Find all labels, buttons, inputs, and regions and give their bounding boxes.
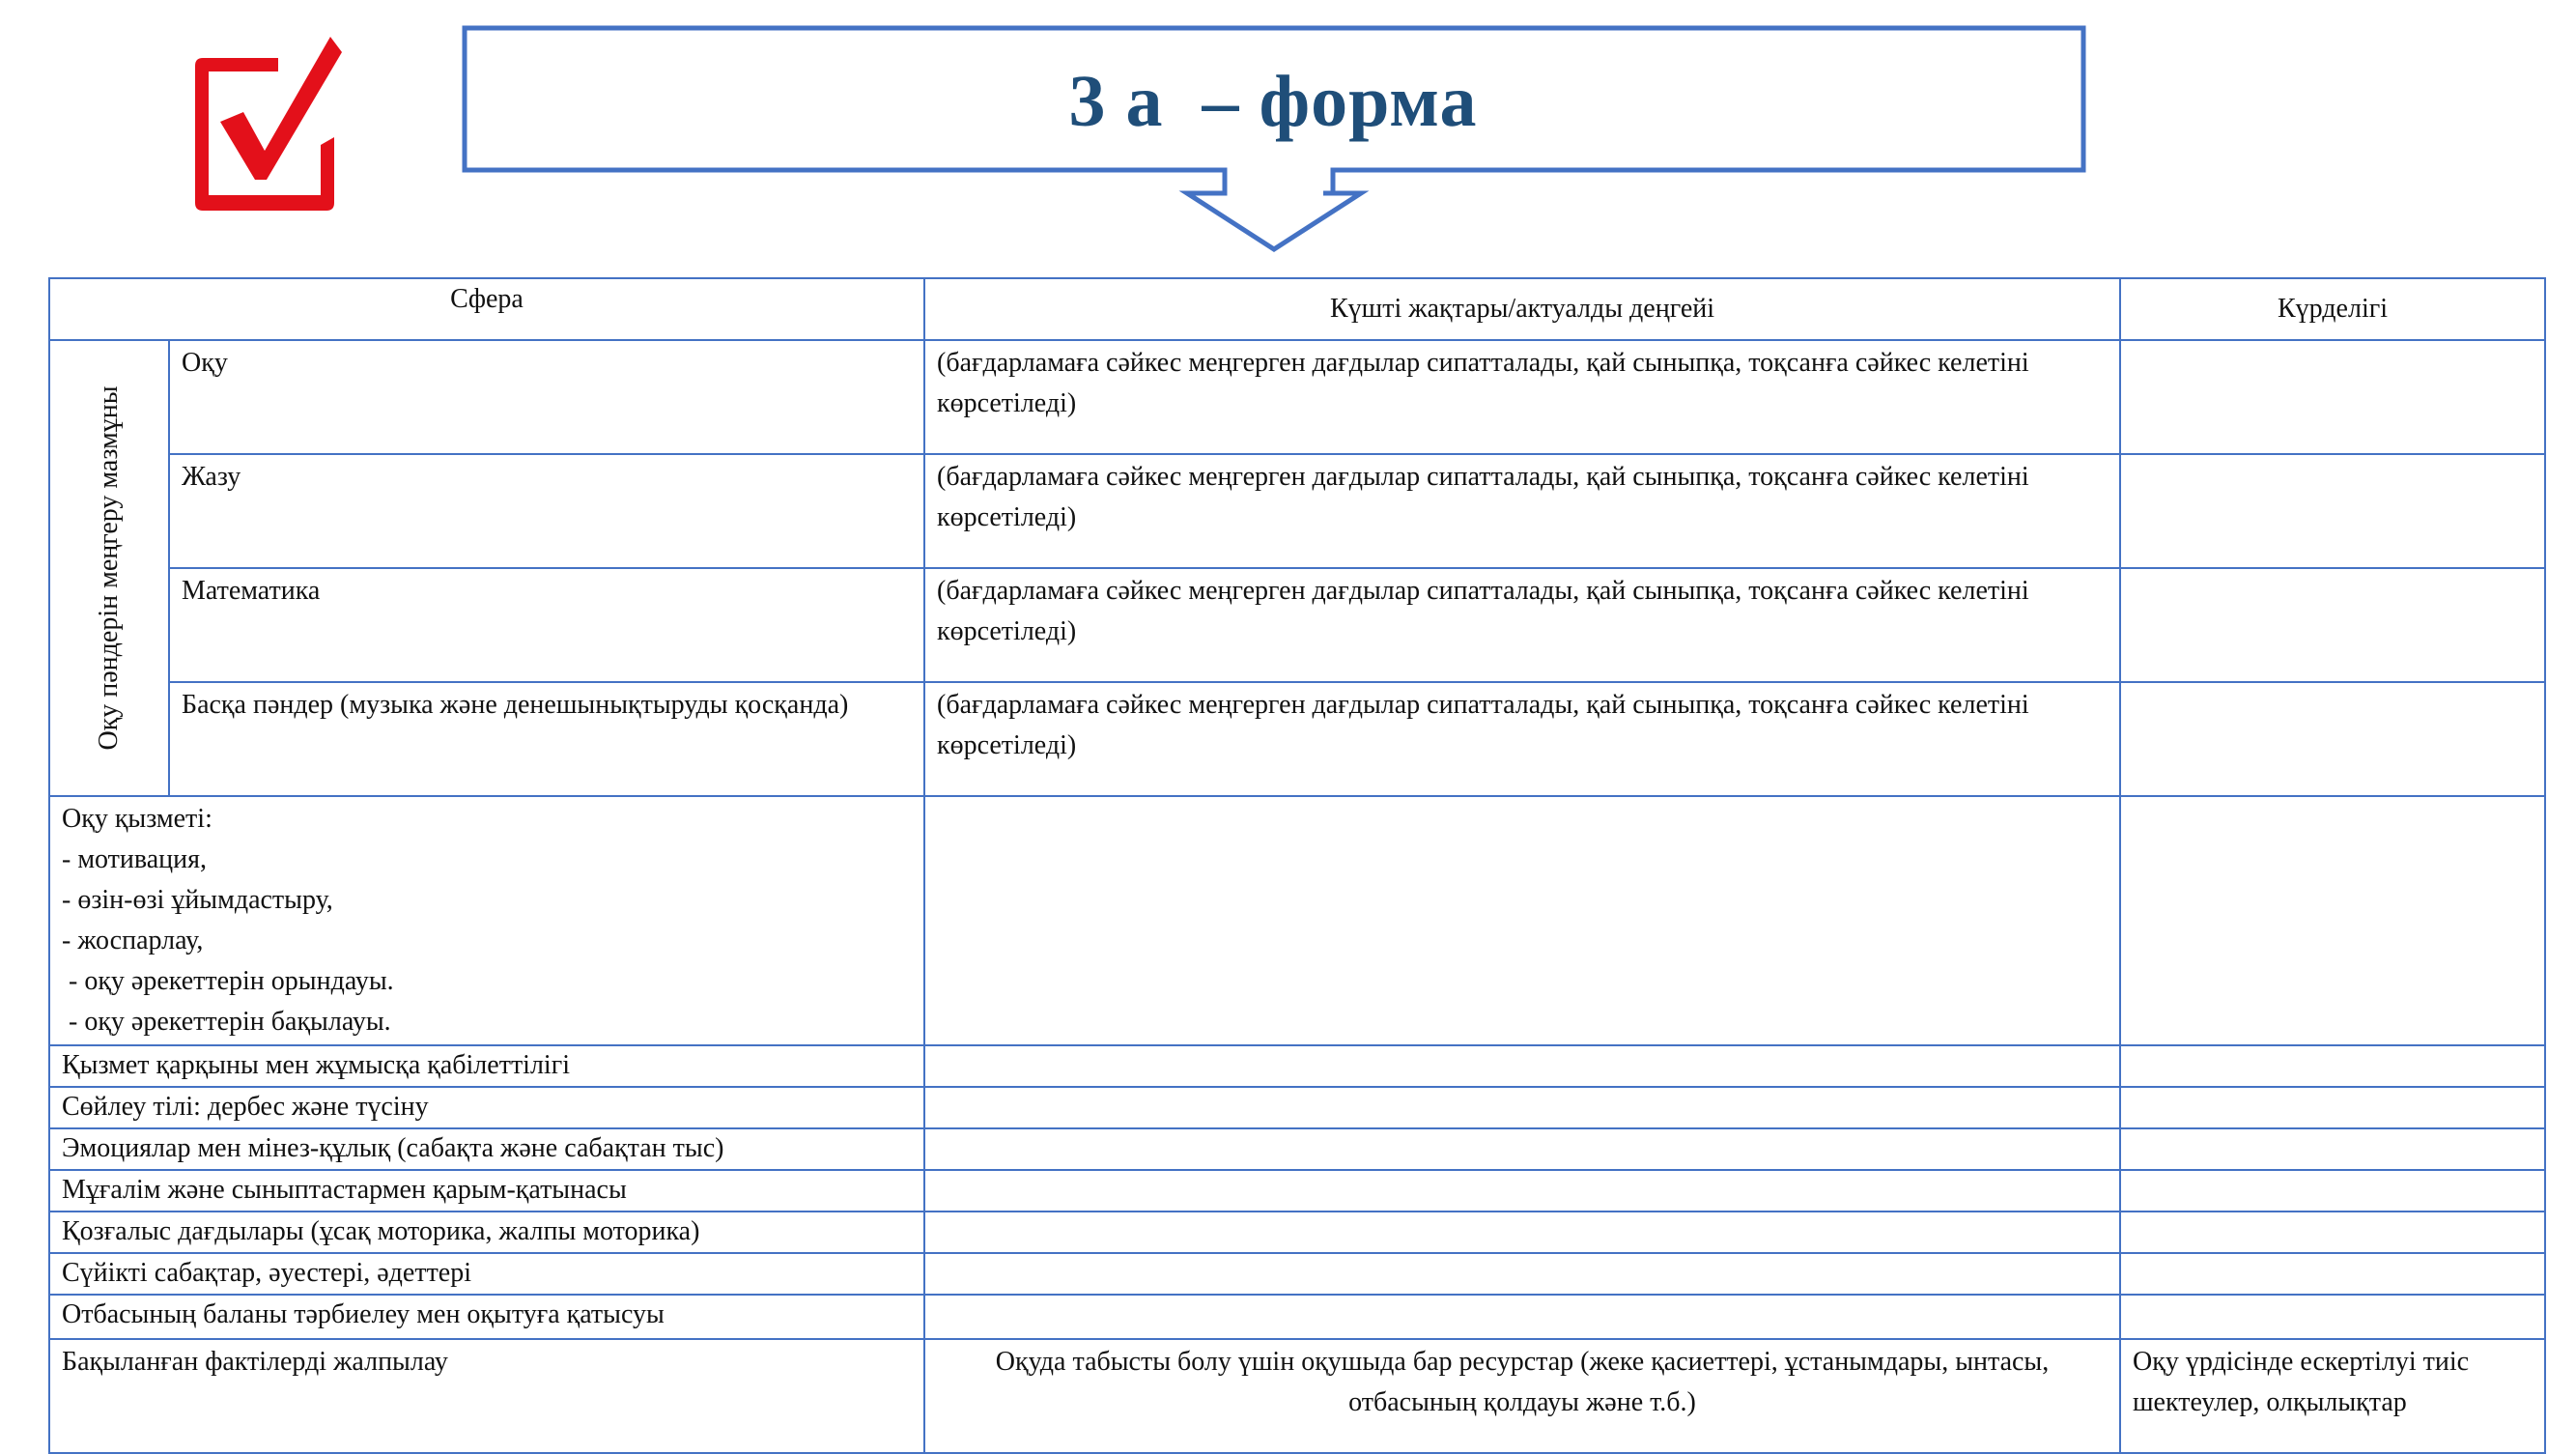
row-complexity-cell — [2120, 1253, 2545, 1295]
subject-strength: (бағдарламаға сәйкес меңгерген дағдылар сипатталады, қай сыныпқа, тоқсанға сәйкес келетіні көрсетіледі) — [924, 568, 2120, 682]
activity-line: - жоспарлау, — [62, 926, 204, 955]
table-header-row — [49, 278, 2545, 340]
subject-complexity — [2120, 568, 2545, 682]
row-strength-cell — [924, 1253, 2120, 1295]
activity-line: - мотивация, — [62, 844, 208, 874]
table-row — [49, 1295, 2545, 1339]
learning-activity-cell — [49, 796, 924, 1045]
table-row — [49, 1253, 2545, 1295]
header-strengths: Күшті жақтары/актуалды деңгейі — [924, 278, 2120, 340]
row-complexity-cell — [2120, 1128, 2545, 1170]
table-row — [49, 1045, 2545, 1087]
subject-name: Математика — [169, 568, 924, 682]
summary-label: Бақыланған фактілерді жалпылау — [49, 1339, 924, 1453]
subject-name: Жазу — [169, 454, 924, 568]
row-label: Отбасының баланы тәрбиелеу мен оқытуға қатысуы — [49, 1295, 924, 1339]
row-strength-cell — [924, 1212, 2120, 1253]
subject-strength: (бағдарламаға сәйкес меңгерген дағдылар сипатталады, қай сыныпқа, тоқсанға сәйкес келетіні көрсетіледі) — [924, 682, 2120, 796]
table-row — [49, 1128, 2545, 1170]
subject-row — [49, 340, 2545, 454]
subject-row — [49, 454, 2545, 568]
row-label: Қызмет қарқыны мен жұмысқа қабілеттілігі — [49, 1045, 924, 1087]
table-row — [49, 1170, 2545, 1212]
assessment-form-table — [48, 277, 2546, 1454]
subject-complexity — [2120, 340, 2545, 454]
row-label: Сүйікті сабақтар, әуестері, әдеттері — [49, 1253, 924, 1295]
activity-line: - өзін-өзі ұйымдастыру, — [62, 885, 333, 915]
summary-resources: Оқуда табысты болу үшін оқушыда бар ресурстар (жеке қасиеттері, ұстанымдары, ынтасы, отбасының қолдауы және т.б.) — [924, 1339, 2120, 1453]
subject-name: Басқа пәндер (музыка және денешынықтыруды қосқанда) — [169, 682, 924, 796]
row-strength-cell — [924, 1295, 2120, 1339]
row-complexity-cell — [2120, 1212, 2545, 1253]
table-row — [49, 1087, 2545, 1128]
summary-row — [49, 1339, 2545, 1453]
activity-line: - оқу әрекеттерін бақылауы. — [62, 1007, 391, 1037]
subject-strength: (бағдарламаға сәйкес меңгерген дағдылар сипатталады, қай сыныпқа, тоқсанға сәйкес келетіні көрсетіледі) — [924, 340, 2120, 454]
table-row — [49, 1212, 2545, 1253]
row-strength-cell — [924, 1128, 2120, 1170]
row-complexity-cell — [2120, 1295, 2545, 1339]
row-complexity-cell — [2120, 1087, 2545, 1128]
row-complexity-cell — [2120, 1170, 2545, 1212]
learning-activity-row — [49, 796, 2545, 1045]
activity-complexity-cell — [2120, 796, 2545, 1045]
page-title: 3 а – форма — [1068, 60, 1478, 142]
subjects-group-cell — [49, 340, 169, 796]
row-label: Қозғалыс дағдылары (ұсақ моторика, жалпы моторика) — [49, 1212, 924, 1253]
row-strength-cell — [924, 1170, 2120, 1212]
check-box-icon — [184, 29, 348, 213]
summary-limitations: Оқу үрдісінде ескертілуі тиіс шектеулер, олқылықтар — [2120, 1339, 2545, 1453]
row-complexity-cell — [2120, 1045, 2545, 1087]
activity-line: - оқу әрекеттерін орындауы. — [62, 966, 394, 996]
subject-strength: (бағдарламаға сәйкес меңгерген дағдылар сипатталады, қай сыныпқа, тоқсанға сәйкес келетіні көрсетіледі) — [924, 454, 2120, 568]
subject-complexity — [2120, 682, 2545, 796]
row-label: Мұғалім және сыныптастармен қарым-қатынасы — [49, 1170, 924, 1212]
header-complexity: Күрделігі — [2120, 278, 2545, 340]
subject-complexity — [2120, 454, 2545, 568]
row-strength-cell — [924, 1087, 2120, 1128]
row-strength-cell — [924, 1045, 2120, 1087]
subject-row — [49, 682, 2545, 796]
subject-name: Оқу — [169, 340, 924, 454]
activity-line: Оқу қызметі: — [62, 804, 212, 834]
subject-row — [49, 568, 2545, 682]
row-label: Сөйлеу тілі: дербес және түсіну — [49, 1087, 924, 1128]
header-sphere: Сфера — [49, 278, 924, 340]
activity-strength-cell — [924, 796, 2120, 1045]
row-label: Эмоциялар мен мінез-құлық (сабақта және сабақтан тыс) — [49, 1128, 924, 1170]
subjects-group-label: Оқу пәндерін меңгеру мазмұны — [94, 385, 124, 751]
